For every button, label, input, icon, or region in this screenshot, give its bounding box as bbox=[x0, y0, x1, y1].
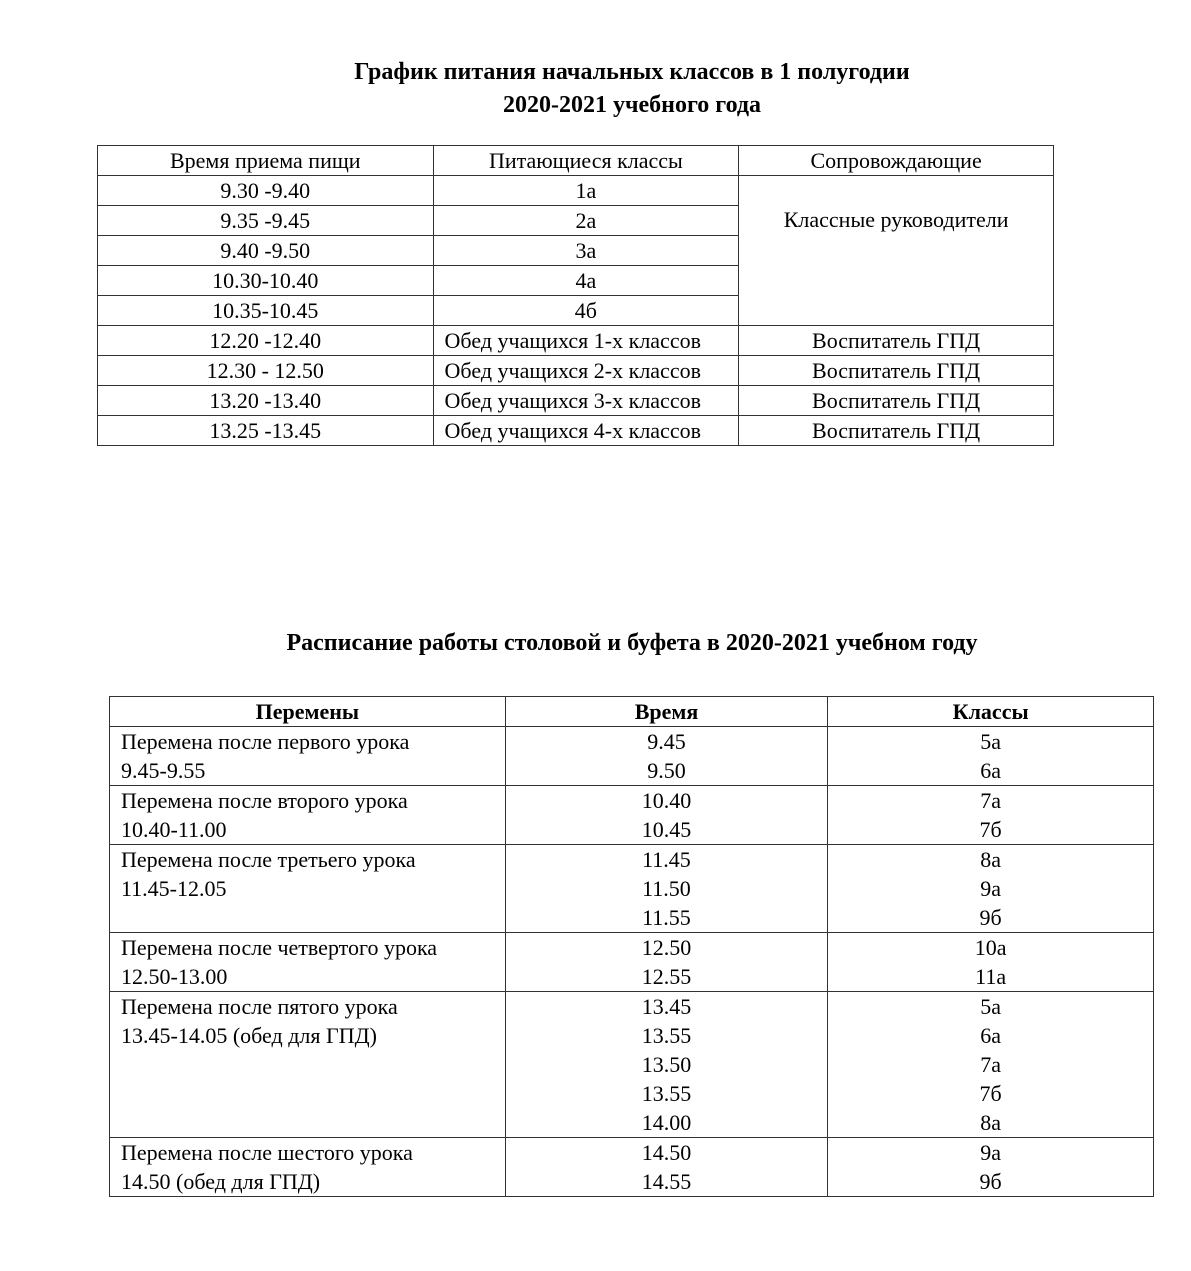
classes-cell: 2а bbox=[433, 206, 739, 236]
class-value: 5а bbox=[980, 729, 1002, 754]
break-time: 10.40-11.00 bbox=[121, 817, 227, 842]
time-cell bbox=[505, 992, 828, 1138]
classes-cell bbox=[828, 992, 1154, 1138]
time-cell bbox=[505, 786, 828, 845]
time-value: 13.55 bbox=[641, 1023, 692, 1048]
class-value: 5а bbox=[980, 994, 1002, 1019]
class-value: 9б bbox=[979, 1169, 1002, 1194]
time-cell bbox=[505, 727, 828, 786]
time-value: 11.50 bbox=[642, 876, 691, 901]
time-value: 13.50 bbox=[641, 1052, 692, 1077]
break-cell bbox=[110, 727, 506, 786]
header-classes: Классы bbox=[828, 697, 1154, 727]
time-value: 9.50 bbox=[647, 758, 686, 783]
class-value: 8а bbox=[980, 847, 1002, 872]
break-name: Перемена после первого урока bbox=[121, 729, 410, 754]
classes-cell: Обед учащихся 4-х классов bbox=[433, 416, 739, 446]
time-cell bbox=[505, 845, 828, 933]
classes-cell bbox=[828, 1138, 1154, 1197]
class-value: 7б bbox=[979, 817, 1002, 842]
meal-time-cell: 12.30 - 12.50 bbox=[98, 356, 434, 386]
classes-cell bbox=[828, 786, 1154, 845]
time-value: 14.50 bbox=[641, 1140, 692, 1165]
class-value: 9б bbox=[979, 905, 1002, 930]
class-value: 9а bbox=[980, 876, 1002, 901]
class-value: 7б bbox=[979, 1081, 1002, 1106]
table-header-row bbox=[110, 697, 1154, 727]
meal-time-cell: 10.35-10.45 bbox=[98, 296, 434, 326]
time-cell bbox=[505, 1138, 828, 1197]
meal-time-cell: 10.30-10.40 bbox=[98, 266, 434, 296]
class-value: 6а bbox=[980, 1023, 1002, 1048]
classes-cell bbox=[828, 845, 1154, 933]
escort-cell: Воспитатель ГПД bbox=[739, 326, 1054, 356]
time-value: 14.00 bbox=[641, 1110, 692, 1135]
meal-time-cell: 9.30 -9.40 bbox=[98, 176, 434, 206]
table-row bbox=[98, 326, 1054, 356]
escort-merged-cell: Классные руководители bbox=[739, 176, 1054, 326]
classes-cell: 4б bbox=[433, 296, 739, 326]
classes-cell bbox=[828, 727, 1154, 786]
time-value: 12.50 bbox=[641, 935, 692, 960]
meal-time-cell: 9.35 -9.45 bbox=[98, 206, 434, 236]
break-cell bbox=[110, 1138, 506, 1197]
table-row bbox=[98, 176, 1054, 206]
break-cell bbox=[110, 933, 506, 992]
canteen-schedule-body bbox=[110, 727, 1154, 1197]
meal-time-cell: 13.20 -13.40 bbox=[98, 386, 434, 416]
schedule1-title-line1: График питания начальных классов в 1 полугодии bbox=[354, 59, 910, 85]
escort-cell: Воспитатель ГПД bbox=[739, 416, 1054, 446]
class-value: 11а bbox=[975, 964, 1007, 989]
meal-time-cell: 9.40 -9.50 bbox=[98, 236, 434, 266]
table-row bbox=[98, 416, 1054, 446]
time-value: 9.45 bbox=[647, 729, 686, 754]
escort-cell: Воспитатель ГПД bbox=[739, 386, 1054, 416]
classes-cell: Обед учащихся 2-х классов bbox=[433, 356, 739, 386]
meal-time-cell: 13.25 -13.45 bbox=[98, 416, 434, 446]
class-value: 7а bbox=[980, 1052, 1002, 1077]
escort-cell: Воспитатель ГПД bbox=[739, 356, 1054, 386]
table-row bbox=[110, 1138, 1154, 1197]
time-value: 13.55 bbox=[641, 1081, 692, 1106]
time-value: 12.55 bbox=[641, 964, 692, 989]
table-row bbox=[110, 845, 1154, 933]
classes-cell: 1а bbox=[433, 176, 739, 206]
table-row bbox=[110, 786, 1154, 845]
class-value: 9а bbox=[980, 1140, 1002, 1165]
break-name: Перемена после пятого урока bbox=[121, 994, 398, 1019]
classes-cell: 3а bbox=[433, 236, 739, 266]
time-value: 10.40 bbox=[641, 788, 692, 813]
meal-schedule-table bbox=[97, 145, 1054, 446]
time-value: 11.55 bbox=[642, 905, 691, 930]
schedule1-title-line2: 2020-2021 учебного года bbox=[502, 92, 762, 118]
break-name: Перемена после второго урока bbox=[121, 788, 408, 813]
header-time: Время bbox=[505, 697, 828, 727]
class-value: 8а bbox=[980, 1110, 1002, 1135]
classes-cell: 4а bbox=[433, 266, 739, 296]
break-time: 14.50 (обед для ГПД) bbox=[121, 1169, 321, 1194]
break-cell bbox=[110, 786, 506, 845]
class-value: 6а bbox=[980, 758, 1002, 783]
classes-cell: Обед учащихся 1-х классов bbox=[433, 326, 739, 356]
table-row bbox=[110, 727, 1154, 786]
time-value: 10.45 bbox=[641, 817, 692, 842]
header-meal-time: Время приема пищи bbox=[98, 146, 434, 176]
table-header-row bbox=[98, 146, 1054, 176]
header-classes: Питающиеся классы bbox=[433, 146, 739, 176]
break-name: Перемена после шестого урока bbox=[121, 1140, 413, 1165]
break-name: Перемена после третьего урока bbox=[121, 847, 416, 872]
header-escort: Сопровождающие bbox=[739, 146, 1054, 176]
class-value: 10а bbox=[974, 935, 1007, 960]
break-time: 11.45-12.05 bbox=[121, 876, 227, 901]
break-cell bbox=[110, 845, 506, 933]
class-value: 7а bbox=[980, 788, 1002, 813]
classes-cell: Обед учащихся 3-х классов bbox=[433, 386, 739, 416]
table-row bbox=[110, 933, 1154, 992]
canteen-schedule-table bbox=[109, 696, 1154, 1197]
classes-cell bbox=[828, 933, 1154, 992]
time-value: 11.45 bbox=[642, 847, 691, 872]
break-time: 9.45-9.55 bbox=[121, 758, 206, 783]
break-cell bbox=[110, 992, 506, 1138]
table-row bbox=[110, 992, 1154, 1138]
header-breaks: Перемены bbox=[110, 697, 506, 727]
schedule2-title: Расписание работы столовой и буфета в 2020-2021 учебном году bbox=[286, 630, 978, 656]
break-name: Перемена после четвертого урока bbox=[121, 935, 438, 960]
break-time: 13.45-14.05 (обед для ГПД) bbox=[121, 1023, 377, 1048]
break-time: 12.50-13.00 bbox=[121, 964, 228, 989]
time-value: 14.55 bbox=[641, 1169, 692, 1194]
time-value: 13.45 bbox=[641, 994, 692, 1019]
meal-time-cell: 12.20 -12.40 bbox=[98, 326, 434, 356]
table-row bbox=[98, 356, 1054, 386]
time-cell bbox=[505, 933, 828, 992]
table-row bbox=[98, 386, 1054, 416]
